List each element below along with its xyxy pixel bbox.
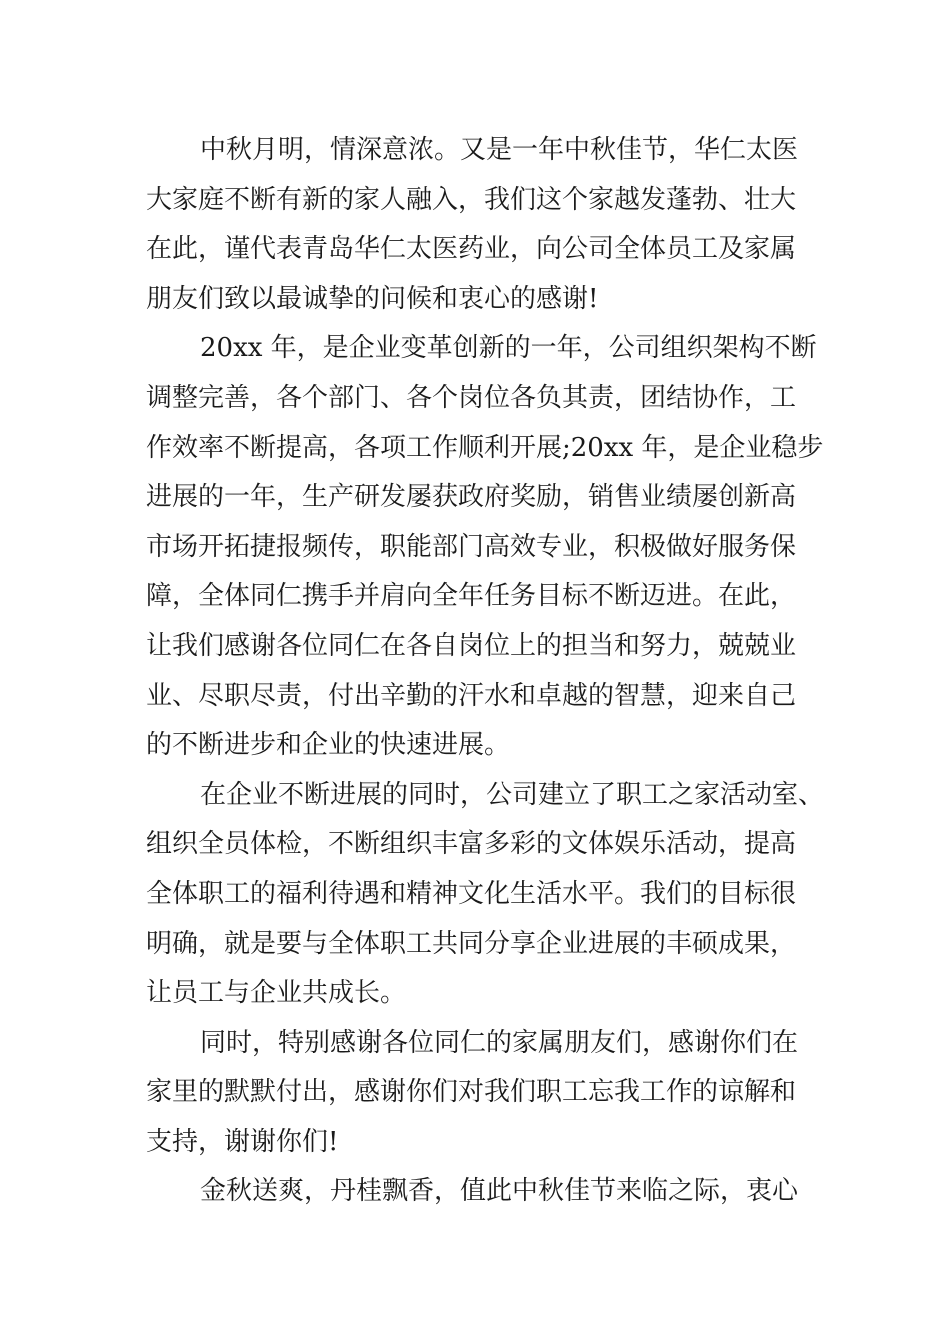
paragraph-line: 组织全员体检，不断组织丰富多彩的文体娱乐活动，提高 bbox=[146, 829, 797, 860]
paragraph-line: 支持，谢谢你们! bbox=[146, 1126, 339, 1157]
paragraph-line: 调整完善，各个部门、各个岗位各负其责，团结协作，工 bbox=[146, 382, 797, 413]
paragraph-line: 业、尽职尽责，付出辛勤的汗水和卓越的智慧，迎来自己 bbox=[146, 680, 797, 711]
paragraph-line: 大家庭不断有新的家人融入，我们这个家越发蓬勃、壮大 bbox=[146, 184, 797, 215]
paragraph-line: 中秋月明，情深意浓。又是一年中秋佳节，华仁太医 bbox=[200, 135, 799, 165]
paragraph-line: 明确，就是要与全体职工共同分享企业进展的丰硕成果， bbox=[146, 928, 797, 959]
paragraph-line: 金秋送爽，丹桂飘香，值此中秋佳节来临之际，衷心 bbox=[200, 1176, 799, 1207]
paragraph-line: 让我们感谢各位同仁在各自岗位上的担当和努力，兢兢业 bbox=[146, 630, 797, 661]
paragraph-line: 同时，特别感谢各位同仁的家属朋友们，感谢你们在 bbox=[200, 1027, 799, 1058]
paragraph-line: 家里的默默付出，感谢你们对我们职工忘我工作的谅解和 bbox=[146, 1077, 797, 1108]
paragraph-line: 在此，谨代表青岛华仁太医药业，向公司全体员工及家属 bbox=[146, 234, 797, 265]
paragraph-4 bbox=[146, 1019, 866, 1168]
paragraph-1 bbox=[146, 126, 866, 324]
paragraph-2 bbox=[146, 324, 866, 770]
paragraph-line: 进展的一年，生产研发屡获政府奖励，销售业绩屡创新高 bbox=[146, 482, 797, 513]
paragraph-3 bbox=[146, 771, 866, 1019]
paragraph-line: 朋友们致以最诚挚的问候和衷心的感谢! bbox=[146, 283, 599, 314]
document-body bbox=[146, 126, 866, 1217]
paragraph-5 bbox=[146, 1167, 866, 1217]
paragraph-line: 市场开拓捷报频传，职能部门高效专业，积极做好服务保 bbox=[146, 531, 797, 562]
paragraph-line: 障，全体同仁携手并肩向全年任务目标不断迈进。在此， bbox=[146, 581, 797, 612]
paragraph-line: 20xx 年，是企业变革创新的一年，公司组织架构不断 bbox=[200, 333, 817, 364]
paragraph-line: 让员工与企业共成长。 bbox=[146, 978, 407, 1009]
paragraph-line: 全体职工的福利待遇和精神文化生活水平。我们的目标很 bbox=[146, 878, 797, 909]
paragraph-line: 的不断进步和企业的快速进展。 bbox=[146, 730, 511, 761]
paragraph-line: 作效率不断提高，各项工作顺利开展;20xx 年，是企业稳步 bbox=[146, 432, 824, 463]
paragraph-line: 在企业不断进展的同时，公司建立了职工之家活动室、 bbox=[200, 779, 825, 810]
